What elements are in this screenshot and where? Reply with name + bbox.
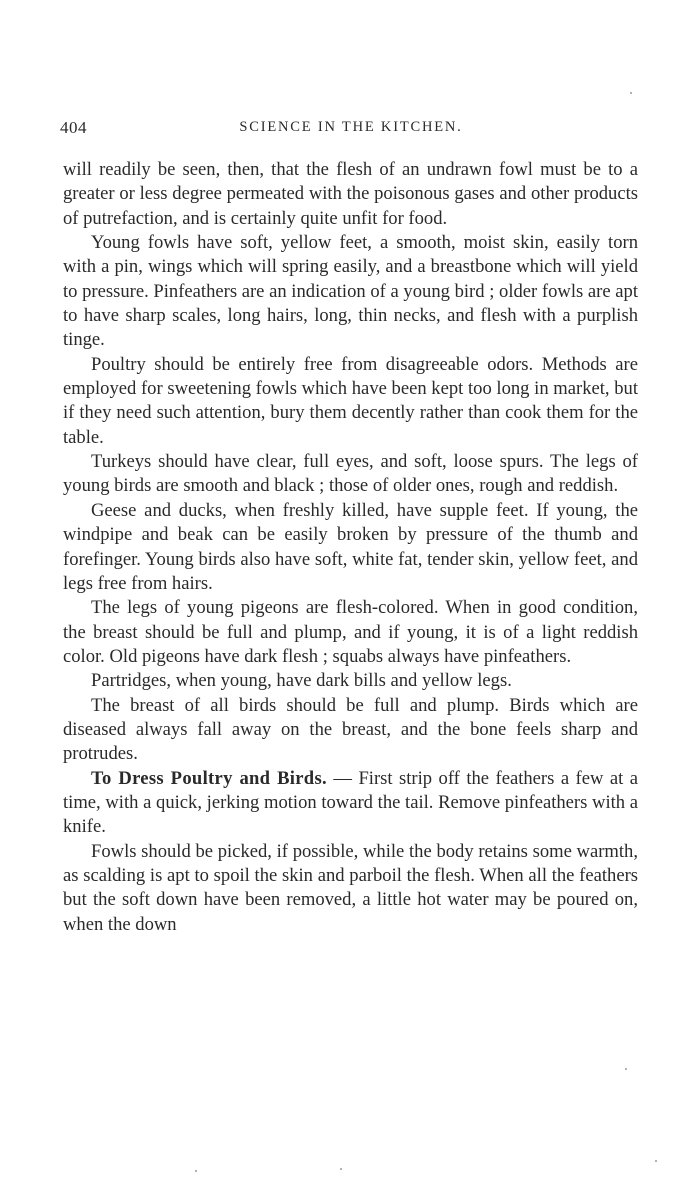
paper-speck: [340, 1168, 342, 1170]
page-number: 404: [60, 118, 87, 137]
paragraph-continued: will readily be seen, then, that the flesh of an undrawn fowl must be to a greater or less degree permeated with the poisonous gases and other products of putrefaction, and is certainly quite unfit for food.: [63, 159, 638, 229]
paragraph-partridges: Partridges, when young, have dark bills and yellow legs.: [91, 670, 512, 692]
paragraph-turkeys: Turkeys should have clear, full eyes, and soft, loose spurs. The legs of young birds are smooth and black ; those of older ones, rough and reddish.: [63, 451, 638, 497]
paragraph-fowls-picked: Fowls should be picked, if possible, while the body retains some warmth, as scalding is apt to spoil the skin and parboil the flesh. When all the feathers but the soft down have been removed, a little hot water may be poured on, when the down: [63, 840, 638, 935]
section-heading: To Dress Poultry and Birds.: [91, 767, 327, 789]
paragraph-dress-poultry: [63, 767, 638, 840]
paragraph-poultry-odors: Poultry should be entirely free from disagreeable odors. Methods are employed for sweetening fowls which have been kept too long in market, but if they need such attention, bury them decently rather than cook them for the table.: [63, 353, 638, 448]
paragraph-pigeons: The legs of young pigeons are flesh-colored. When in good condition, the breast should be full and plump, and if young, it is of a light reddish color. Old pigeons have dark flesh ; squabs always have pinfeathers.: [63, 597, 638, 667]
section-text: — First strip off the feathers a few at a time, with a quick, jerking motion toward the tail. Remove pinfeathers with a knife.: [63, 767, 638, 838]
paper-speck: [630, 92, 632, 94]
paper-speck: [625, 1068, 627, 1070]
paper-speck: [655, 1160, 657, 1162]
body-text: [63, 158, 638, 937]
page-header: [60, 118, 642, 142]
paper-speck: [195, 1170, 197, 1172]
running-head: SCIENCE IN THE KITCHEN.: [239, 119, 463, 135]
paragraph-young-fowls: Young fowls have soft, yellow feet, a smooth, moist skin, easily torn with a pin, wings which will spring easily, and a breastbone which will yield to pressure. Pinfeathers are an indication of a young bird ; older fowls are apt to have sharp scales, long hairs, long, thin necks, and flesh with a purplish tinge.: [63, 232, 638, 351]
paragraph-geese-ducks: Geese and ducks, when freshly killed, have supple feet. If young, the windpipe and beak can be easily broken by pressure of the thumb and forefinger. Young birds also have soft, white fat, tender skin, yellow feet, and legs free from hairs.: [63, 499, 638, 594]
paragraph-breast-of-birds: The breast of all birds should be full and plump. Birds which are diseased always fall away on the breast, and the bone feels sharp and protrudes.: [63, 694, 638, 765]
